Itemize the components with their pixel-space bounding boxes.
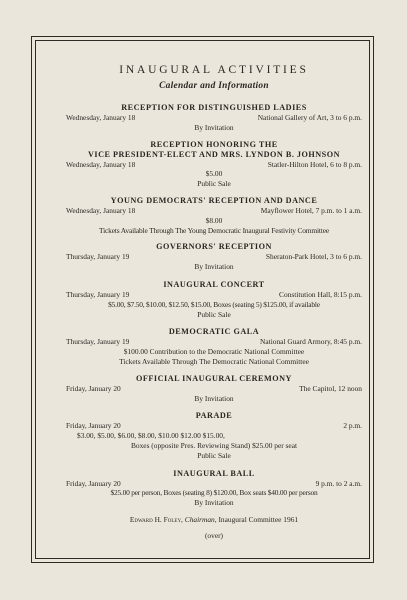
chairman-role: Chairman,: [184, 514, 217, 524]
event-note: By Invitation: [194, 262, 234, 272]
event-date: Friday, January 20: [66, 421, 121, 431]
event-price: $5.00: [205, 169, 223, 179]
page-title: INAUGURAL ACTIVITIES: [119, 64, 309, 76]
event-place: Sheraton-Park Hotel, 3 to 6 p.m.: [265, 252, 362, 262]
event-details: [66, 479, 362, 489]
event-date: Friday, January 20: [66, 478, 121, 488]
event-young-democrats: [66, 196, 362, 235]
event-time: 9 p.m. to 2 a.m.: [315, 478, 362, 488]
chairman-name: Edward H. Foley,: [129, 514, 183, 524]
event-date: Thursday, January 19: [66, 337, 130, 347]
committee-name: Inaugural Committee 1961: [218, 514, 299, 524]
event-heading: INAUGURAL CONCERT: [163, 279, 265, 289]
committee-signature: [66, 515, 362, 525]
event-details: [66, 290, 362, 300]
event-heading: OFFICIAL INAUGURAL CEREMONY: [136, 373, 292, 383]
event-details: [66, 421, 362, 431]
event-ladies-reception: [66, 103, 362, 133]
over-note: (over): [204, 530, 224, 540]
event-heading: RECEPTION FOR DISTINGUISHED LADIES: [121, 103, 307, 112]
event-details: [66, 113, 362, 123]
event-date: Friday, January 20: [66, 383, 121, 393]
event-details: [66, 337, 362, 347]
page-subtitle: Calendar and Information: [159, 81, 269, 91]
event-details: [66, 384, 362, 394]
event-inaugural-ceremony: [66, 374, 362, 404]
event-heading: YOUNG DEMOCRATS' RECEPTION AND DANCE: [110, 195, 318, 205]
event-date: Thursday, January 19: [66, 252, 130, 262]
event-date: Wednesday, January 18: [66, 113, 136, 122]
document-content: [66, 62, 362, 541]
event-place: Mayflower Hotel, 7 p.m. to 1 a.m.: [260, 205, 362, 215]
event-parade: [66, 411, 362, 460]
event-contribution: $100.00 Contribution to the Democratic National Committee: [123, 347, 305, 357]
event-governors-reception: [66, 242, 362, 272]
event-place: Constitution Hall, 8:15 p.m.: [279, 289, 362, 299]
event-place: The Capitol, 12 noon: [299, 383, 362, 393]
event-prices: $5.00, $7.50, $10.00, $12.50, $15.00, Boxes (seating 5) $125.00, if available: [108, 299, 320, 309]
event-heading: PARADE: [195, 411, 233, 421]
event-place: National Guard Armory, 8:45 p.m.: [260, 337, 362, 347]
event-note: By Invitation: [194, 393, 234, 403]
event-details: [66, 252, 362, 262]
event-note: Public Sale: [197, 450, 231, 460]
event-heading: VICE PRESIDENT-ELECT AND MRS. LYNDON B. JOHNSON: [87, 149, 341, 159]
event-place: Statler-Hilton Hotel, 6 to 8 p.m.: [267, 159, 362, 169]
event-details: [66, 160, 362, 170]
event-date: Wednesday, January 18: [66, 159, 136, 169]
event-note: Tickets Available Through The Democratic National Committee: [119, 356, 309, 366]
event-note: By Invitation: [194, 122, 234, 132]
event-prices: $3.00, $5.00, $6.00, $8.00, $10.00 $12.00 $15.00,: [77, 431, 225, 441]
event-johnson-reception: [66, 140, 362, 189]
event-note: Tickets Available Through The Young Democratic Inaugural Festivity Committee: [99, 225, 329, 235]
event-details: [66, 206, 362, 216]
event-heading: INAUGURAL BALL: [173, 468, 255, 478]
event-place: National Gallery of Art, 3 to 6 p.m.: [257, 113, 362, 122]
event-price: $8.00: [205, 215, 223, 225]
event-heading: GOVERNORS' RECEPTION: [156, 242, 272, 252]
event-inaugural-concert: [66, 280, 362, 319]
event-democratic-gala: [66, 327, 362, 366]
event-heading: DEMOCRATIC GALA: [168, 327, 260, 337]
event-date: Wednesday, January 18: [66, 205, 136, 215]
event-inaugural-ball: [66, 469, 362, 508]
event-time: 2 p.m.: [343, 421, 362, 431]
event-boxes: Boxes (opposite Pres. Reviewing Stand) $25.00 per seat: [130, 440, 298, 450]
event-note: Public Sale: [197, 179, 231, 189]
event-date: Thursday, January 19: [66, 289, 130, 299]
event-note: Public Sale: [197, 309, 231, 319]
event-note: By Invitation: [194, 498, 234, 508]
event-heading: RECEPTION HONORING THE: [150, 139, 278, 149]
event-prices: $25.00 per person, Boxes (seating 8) $120.00, Box seats $40.00 per person: [110, 488, 318, 498]
